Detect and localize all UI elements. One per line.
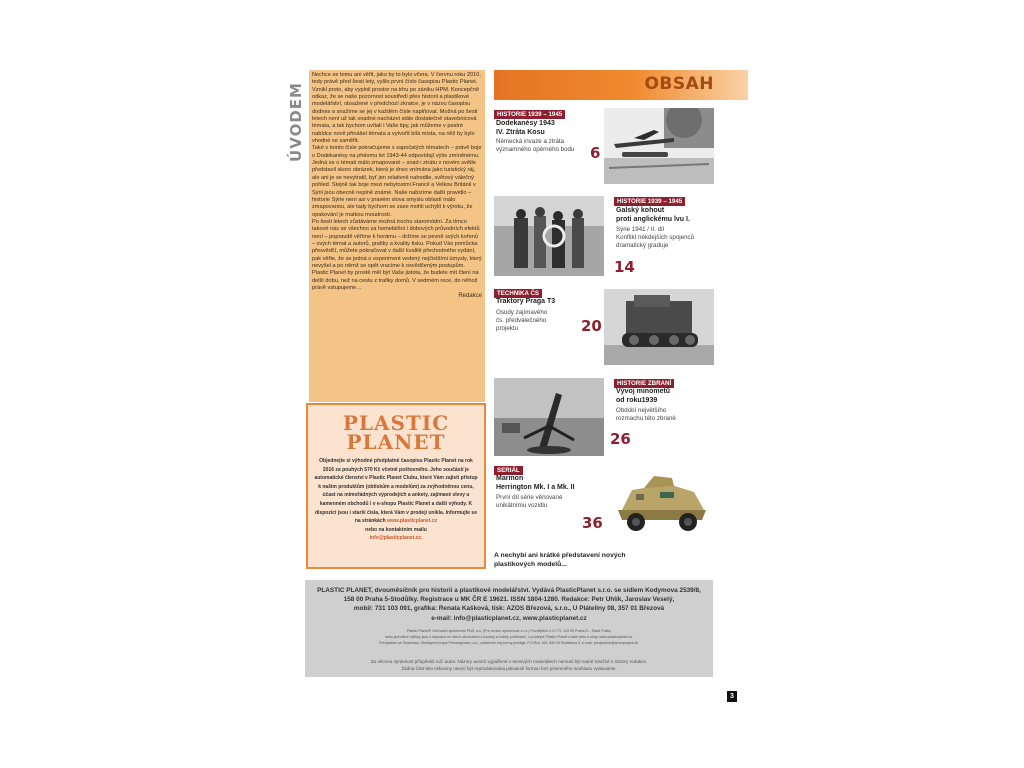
- intro-paragraph: Také v tomto čísle pokračujeme v započatých tématech – právě boje o Dodekanésy na přelomu let 1943-44 odpovídají výše zmíněnému. Jedná se o témati málo zmapované – snad i ztrátu v novém světle představil skoro obrázek, která je dnes vnímána jako turistický ráj, ale ani je se nevytratil, byť jen relativně nahodile, světový válečný pohled. Stejně tak boje mezi nebytostmi Francií a Velkou Británií v Sýrii jsou obecně neplně známé. Naše nabízíme další pravidlo – historie Sýrie není asi v pravém slova smyslu oblastí málo zmapovanou, ale tady bychom se zase mohli uchýlit k výroku, že opakování je matkou moudrosti.: [312, 145, 482, 218]
- toc-entry-title[interactable]: Marmon Herrington Mk. I a Mk. II: [496, 475, 575, 491]
- subscription-ad[interactable]: [306, 403, 486, 569]
- page-number: 3: [727, 691, 737, 702]
- tractor-photo: [604, 289, 714, 365]
- toc-entry-description: Německá invaze a ztráta významného opěrného bodu: [496, 138, 575, 153]
- legal-notice: [311, 658, 707, 672]
- plastic-planet-logo: PLANET: [346, 430, 446, 454]
- distribution-line: nebo jednotlivé výtisky jsou k dispozici ve všech obchodech s modely a hobby potřebami, v prodejně Plastic Planet a také přes e-shop www.plasticplanet.cz.: [384, 635, 634, 639]
- distribution-info: [311, 628, 707, 646]
- plastic-planet-logo: PLASTIC: [342, 411, 450, 435]
- email-link[interactable]: info@plasticplanet.cz.: [369, 535, 423, 542]
- toc-title: OBSAH: [644, 74, 714, 94]
- notice-line: Za věcnou správnost příspěvků ručí autor. Názory autorů vyjádřené v textových materiálech nemusí být nutně totožné s názory redakce.: [370, 659, 648, 664]
- contact-label: nebo na kontaktním mailu: [365, 526, 427, 533]
- imprint-line: mobil: 731 103 091, grafika: Renata Kašková, tisk: AZOS Březová, s.r.o., U Pláteliny 08, 357 01 Březová: [353, 605, 665, 613]
- toc-entry-title[interactable]: Dodekanésy 1943 IV. Ztráta Kosu: [496, 120, 555, 136]
- soldiers-photo: [494, 196, 604, 276]
- toc-entry-description: Osudy zajímavého čs. předválečného projektu: [496, 309, 548, 332]
- intro-signature: Redakce: [458, 293, 482, 300]
- toc-header: [494, 70, 748, 100]
- notice-line: Žádná část této tiskoviny nesmí být reprodukována jakoukoli formou bez písemného souhlasu vydavatele.: [401, 666, 617, 671]
- toc-entry-title[interactable]: Traktory Praga T3: [496, 298, 556, 305]
- seaplane-photo: [604, 108, 714, 184]
- toc-category: SERIÁL: [494, 466, 523, 475]
- toc-entry-description: Období největšího rozmachu této zbraně: [616, 407, 676, 422]
- intro-paragraph: Nechce se tomu ani věřit, jako by to bylo včera. V červnu roku 2010, tedy právě před šesti lety, vyšlo první číslo časopisu Plastic Planet. Vznikl proto, aby vyplnil prostor na trhu po zániku HPM. Koncepčně odkaz, že se naše pozornost soustředí přes historii a plastikové modelářství, obsažené v předchozí zkratce, je v názvu časopisu dodnes a snažíme se jej v každém čísle naplňovat. Možná po šesti letech není už tak snadné nacházet stále dostatečně stavebnicová témata, a tak bychom uvítali i Vaše tipy, jak můžeme v pestré nabídce nově přinášet témata a vytvořit bílá místa, na něž by bylo vhodné se zaměřit.: [312, 72, 481, 145]
- imprint-footer: [305, 580, 713, 677]
- toc-page-number[interactable]: 14: [614, 258, 635, 276]
- toc-category: HISTORIE ZBRANÍ: [614, 379, 674, 388]
- toc-page-number[interactable]: 20: [581, 317, 602, 335]
- mortar-photo: [494, 378, 604, 456]
- imprint-line: PLASTIC PLANET, dvouměsíčník pro historii a plastikové modelářství. Vydává PlasticPlanet s.r.o. se sídlem Kodymova 2539/8, 158 00 Praha 5-Stodůlky. Registrace u MK ČR E 19621. ISSN 1804-1280. Redakce: Petr Uhlík, Jaroslav Veselý,: [317, 587, 701, 604]
- toc-entry-title[interactable]: Galský kohout proti anglickému lvu I.: [616, 207, 690, 223]
- toc-category: HISTORIE 1939 – 1945: [614, 197, 685, 206]
- subscription-text: [314, 457, 478, 543]
- toc-page-number[interactable]: 36: [582, 514, 603, 532]
- imprint-line[interactable]: e-mail: info@plasticplanet.cz, www.plasticplanet.cz: [431, 614, 587, 622]
- intro-text-block: [309, 70, 485, 402]
- toc-page-number[interactable]: 6: [590, 144, 601, 162]
- intro-paragraph: Po šesti letech zůstáváme možná trochu staromódní. Za tímco takové nás se všechno za homebitšní i dobových průvodních efektů není – popravdě věříme k horámu – držíme se pevně svých kořenů – svých témat a autorů, grafiky a kvality tisku. Pokud Vás pomůcka přesvědčí, můžete pokračovat v další kvalitě přechodného vydání, pak věřte, že se jedná o experiment vedený nejčistšími úmysly, který nevyšel a po němž se opět vracíme k osvědčeným postupům. Plastic Planet by prostě měl být Vaše jistota, že budete mít čtení na delší dobu, než na cestu z trafiky domů. V sedmém roce, do něhož právě vstupujeme…: [312, 218, 482, 291]
- toc-entry-description: První díl série věnované unikátnímu vozidlu: [496, 494, 563, 509]
- imprint-main: [311, 586, 707, 623]
- ad-body: Objednejte si výhodné předplatné časopisu Plastic Planet na rok 2016 za pouhých 570 Kč včetně poštovného. Jeho součástí je automatické členství v Plastic Planet Clubu, které Vám zajistí přístup k našim produktům (obtiskům a modelům) za zvýhodněnou cenu, účast na mimořádných výprodejích a ankety, zajímavé slevy u kamenném obchodů i v e-shopu Plastic Planet a další výhody. K dispozici jsou i starší čísla, která Vám v prodeji unikla. Informujte se na stránkách: [314, 458, 478, 525]
- toc-closing-note: A nechybí ani krátké představení nových plastikových modelů...: [494, 552, 626, 568]
- toc-category: HISTORIE 1939 – 1945: [494, 110, 565, 119]
- armored-car-model-photo: [608, 466, 714, 538]
- website-link[interactable]: www.plasticplanet.cz: [387, 518, 438, 525]
- toc-category: TECHNIKA ČS: [494, 289, 542, 298]
- toc-page-number[interactable]: 26: [610, 430, 631, 448]
- distribution-line: Předplatné na Slovensku: Mediaprint-Kapa Pressegrosso, a.s., oddelenie inej formy predaja, P.O.Box 183, 830 00 Bratislava 3, e-mail: predplatne@abompkapa.sk.: [379, 641, 639, 645]
- intro-section-label: ÚVODEM: [287, 82, 305, 162]
- distribution-line: Plastic Planet® Obchodní společnost PNS, a.s. (Pro revizní společnost s.r.o.) Pozdějšího č./1773, 153 00 Praha 5 – Stará Pošta,: [406, 629, 612, 633]
- toc-entry-title[interactable]: Vývoj minometů od roku1939: [616, 388, 671, 404]
- toc-entry-description: Sýrie 1941 / II. díl Konflikt nékdejších spojenců dramatický graduje: [616, 226, 695, 249]
